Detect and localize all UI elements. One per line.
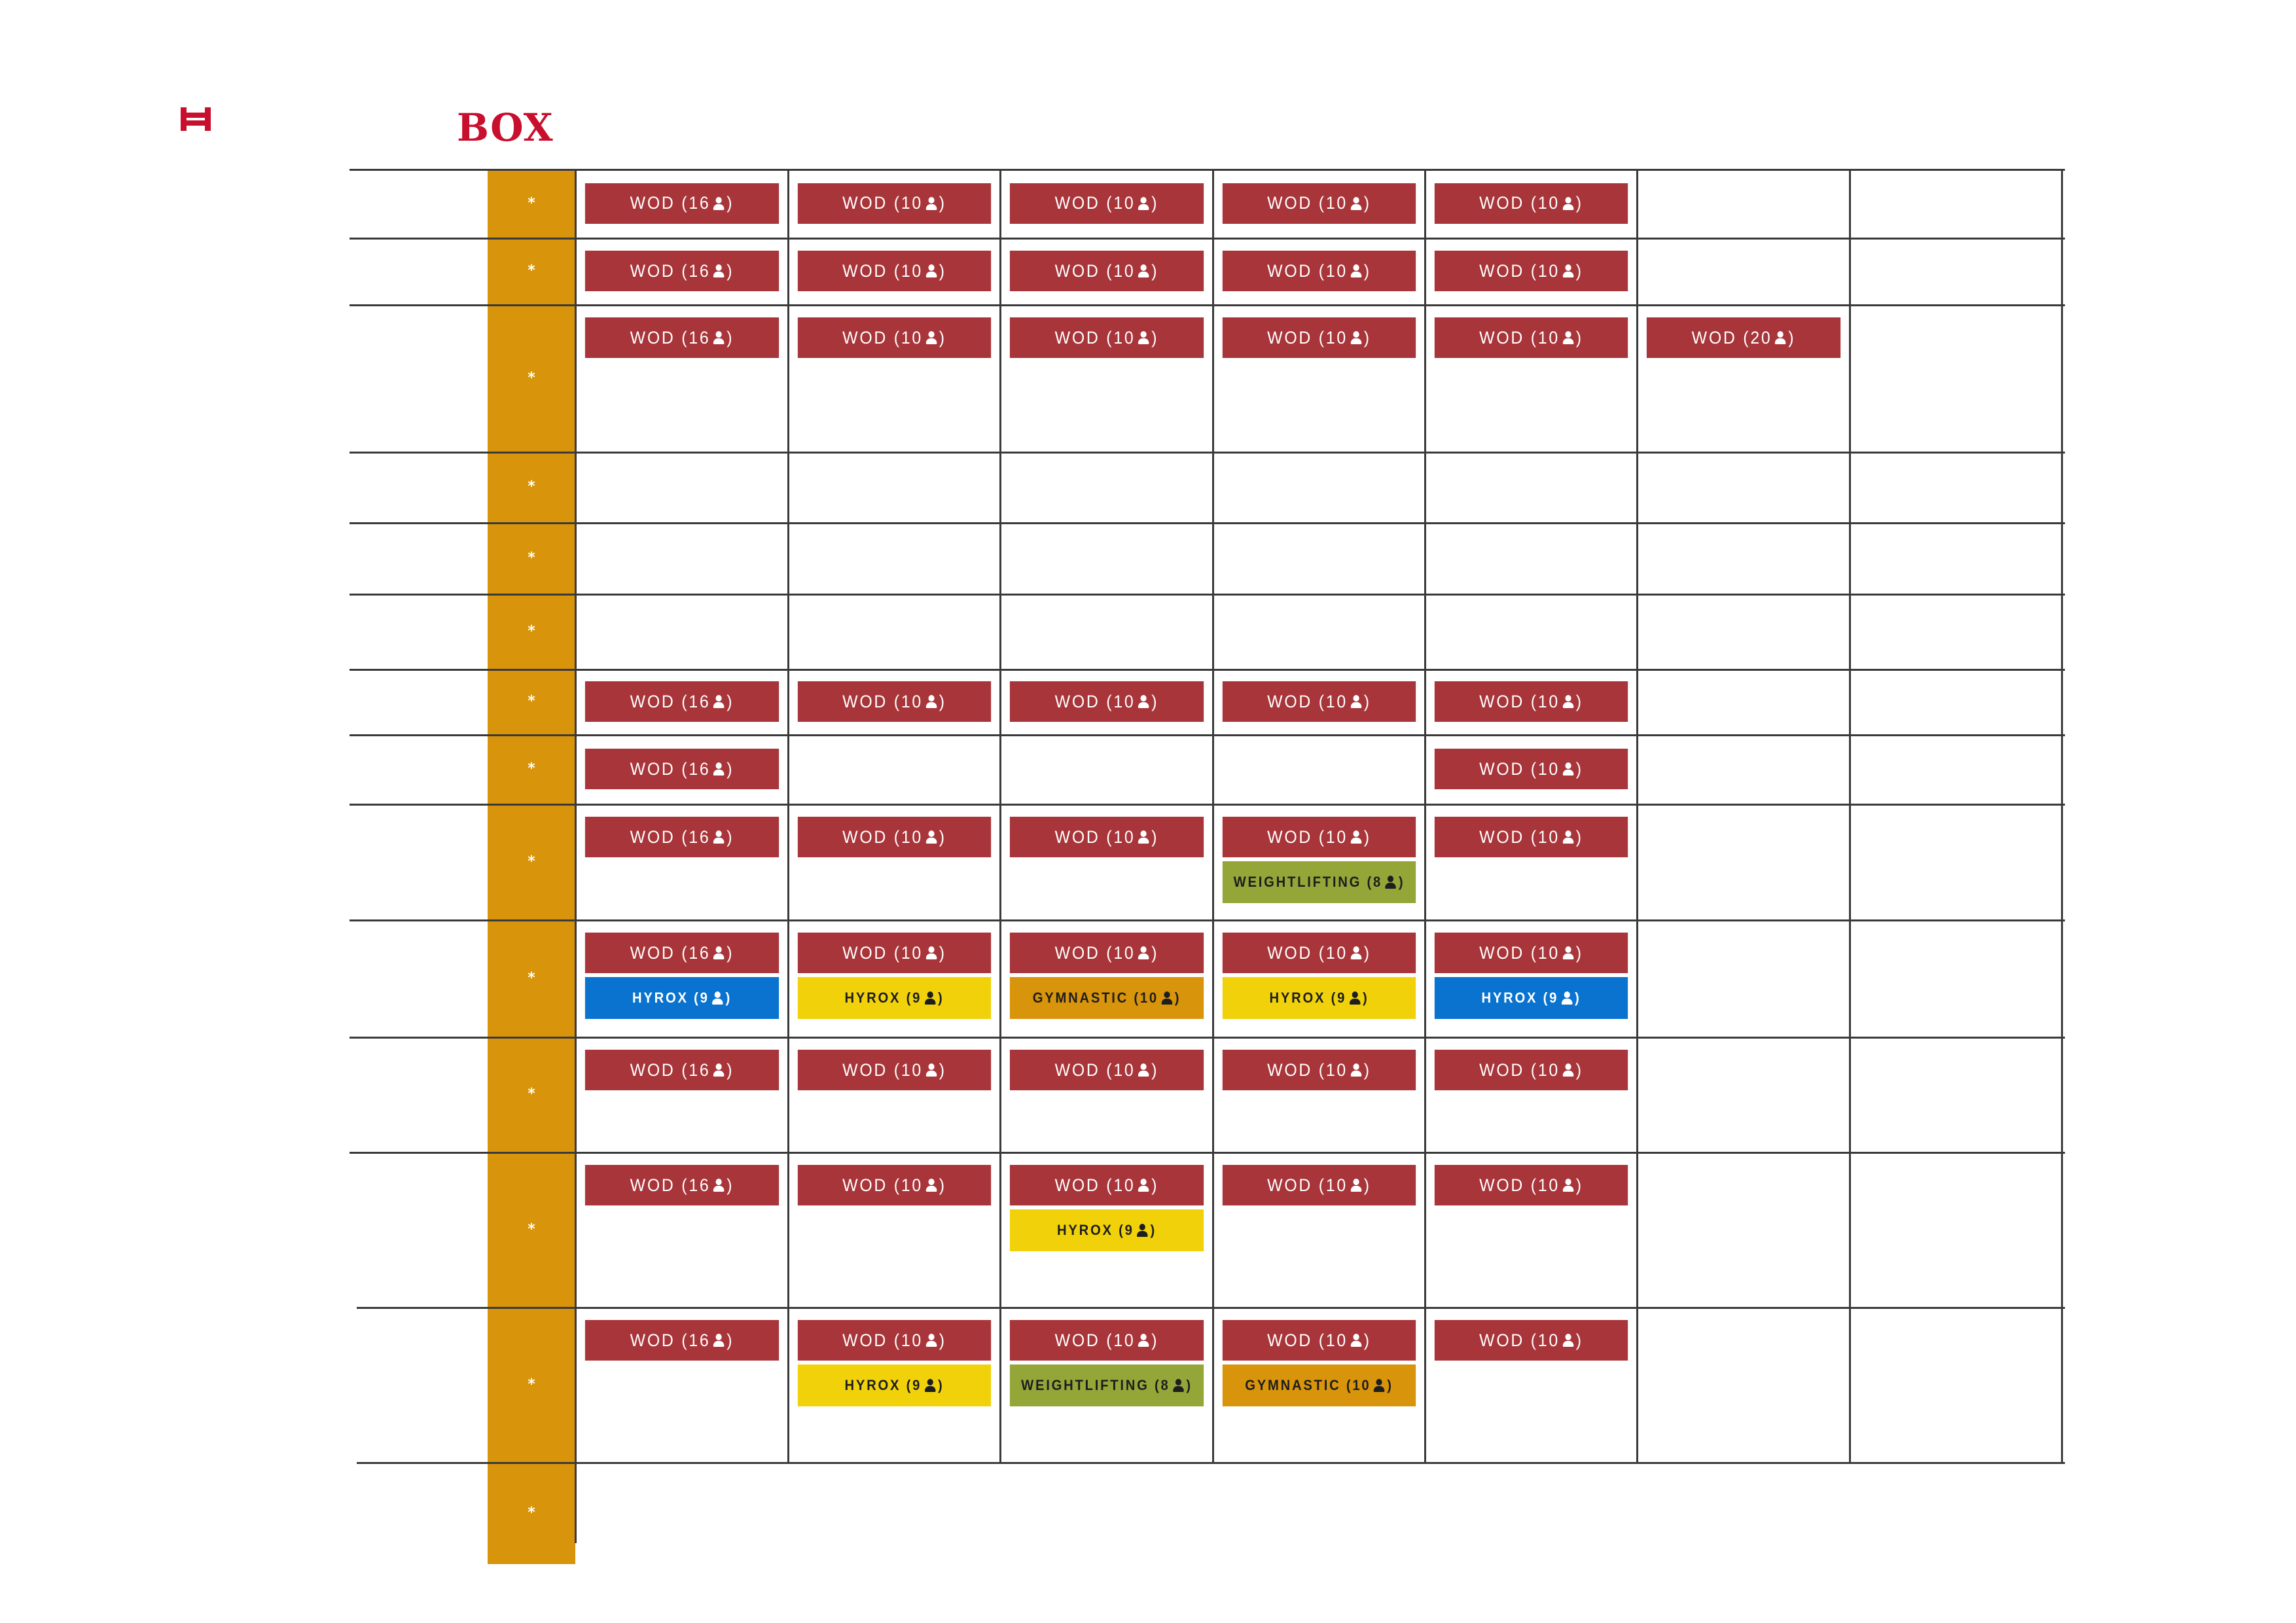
hyrox-class-block[interactable] (1010, 1209, 1204, 1251)
person-icon (1137, 196, 1150, 211)
class-label: WOD (10 (1479, 1175, 1560, 1195)
class-label: WOD (10 (842, 193, 923, 213)
class-label: HYROX (9 (632, 990, 709, 1006)
wod-class-block[interactable] (1010, 1050, 1204, 1090)
class-label: WOD (10 (1267, 193, 1348, 213)
row-marker: * (528, 622, 535, 639)
row-divider (350, 169, 2065, 171)
row-marker: * (528, 1505, 535, 1521)
gymnastic-class-block[interactable] (1010, 977, 1204, 1019)
person-icon (712, 1333, 725, 1347)
class-label-close: ) (1363, 193, 1371, 213)
person-icon (712, 830, 725, 844)
person-icon (1350, 330, 1363, 345)
row-marker: * (528, 693, 535, 709)
class-label-close: ) (1575, 758, 1583, 779)
person-icon (1562, 1178, 1575, 1192)
class-label: WOD (16 (630, 942, 711, 963)
person-icon (1160, 991, 1174, 1005)
class-label-close: ) (1363, 827, 1371, 847)
class-label: WOD (16 (630, 1175, 711, 1195)
hyrox-class-block[interactable] (798, 977, 991, 1019)
person-icon (1562, 830, 1575, 844)
wod-class-block[interactable] (1435, 681, 1628, 722)
row-divider (350, 594, 2065, 596)
row-divider (357, 1307, 2065, 1309)
class-label: WEIGHTLIFTING (8 (1233, 874, 1383, 890)
row-divider (350, 452, 2065, 454)
class-label: WOD (10 (1267, 1175, 1348, 1195)
wod-class-block[interactable] (1010, 251, 1204, 291)
class-label-close: ) (725, 990, 732, 1006)
person-icon (1562, 694, 1575, 709)
person-icon (1137, 330, 1150, 345)
class-label: WOD (16 (630, 1330, 711, 1350)
class-label-close: ) (939, 691, 946, 711)
person-icon (1137, 1178, 1150, 1192)
class-label-close: ) (1363, 260, 1371, 281)
column-divider (1636, 169, 1638, 1462)
person-icon (1136, 1223, 1149, 1238)
class-label: WOD (10 (1267, 1060, 1348, 1080)
wod-class-block[interactable] (585, 1050, 779, 1090)
class-label: WOD (10 (1054, 193, 1136, 213)
person-icon (1137, 1333, 1150, 1347)
person-icon (925, 1333, 938, 1347)
class-label-close: ) (1788, 327, 1796, 348)
person-icon (1137, 694, 1150, 709)
person-icon (1137, 946, 1150, 960)
person-icon (712, 330, 725, 345)
person-icon (1562, 264, 1575, 278)
class-label-close: ) (939, 1175, 946, 1195)
class-label: WOD (10 (842, 1060, 923, 1080)
wod-class-block[interactable] (585, 681, 779, 722)
person-icon (1350, 1333, 1363, 1347)
class-label-close: ) (1363, 327, 1371, 348)
class-label-close: ) (939, 260, 946, 281)
person-icon (924, 991, 937, 1005)
class-label: HYROX (9 (1269, 990, 1347, 1006)
class-label-close: ) (1151, 691, 1159, 711)
weightlifting-class-block[interactable] (1010, 1364, 1204, 1406)
wod-class-block[interactable] (1010, 317, 1204, 358)
wod-class-block[interactable] (1435, 817, 1628, 857)
class-label: WOD (16 (630, 260, 711, 281)
class-label: WOD (20 (1691, 327, 1772, 348)
person-icon (925, 196, 938, 211)
class-label: WOD (10 (1054, 691, 1136, 711)
class-label: HYROX (9 (844, 1377, 922, 1393)
wod-class-block[interactable] (1647, 317, 1840, 358)
row-marker: * (528, 760, 535, 777)
row-divider (350, 669, 2065, 671)
wod-class-block[interactable] (585, 251, 779, 291)
person-icon (1350, 946, 1363, 960)
row-marker: * (528, 194, 535, 211)
class-label-close: ) (939, 193, 946, 213)
person-icon (1350, 830, 1363, 844)
class-label: WOD (10 (1054, 942, 1136, 963)
person-icon (1562, 196, 1575, 211)
wod-class-block[interactable] (1435, 317, 1628, 358)
person-icon (925, 1178, 938, 1192)
row-divider (357, 1462, 2065, 1464)
wod-class-block[interactable] (798, 183, 991, 224)
class-label-close: ) (1363, 691, 1371, 711)
class-label-close: ) (1575, 990, 1581, 1006)
column-divider (1424, 169, 1426, 1462)
wod-class-block[interactable] (585, 817, 779, 857)
row-marker: * (528, 478, 535, 495)
hyrox-class-block[interactable] (585, 977, 779, 1019)
class-label-close: ) (1150, 1222, 1157, 1238)
wod-class-block[interactable] (798, 817, 991, 857)
person-icon (1350, 196, 1363, 211)
wod-class-block[interactable] (1223, 183, 1416, 224)
row-divider (350, 1152, 2065, 1154)
wod-class-block[interactable] (1223, 933, 1416, 973)
column-divider (2061, 169, 2063, 1462)
class-label: WOD (10 (1054, 1175, 1136, 1195)
class-label: GYMNASTIC (10 (1245, 1377, 1371, 1393)
class-label: HYROX (9 (1481, 990, 1559, 1006)
person-icon (1774, 330, 1787, 345)
class-label-close: ) (726, 1330, 734, 1350)
class-label: WOD (10 (1054, 327, 1136, 348)
class-label: WOD (16 (630, 327, 711, 348)
class-label: HYROX (9 (1056, 1222, 1134, 1238)
fist-icon (179, 106, 212, 132)
row-marker: * (528, 969, 535, 986)
row-divider (350, 522, 2065, 524)
person-icon (925, 1063, 938, 1077)
class-label: WOD (10 (842, 1175, 923, 1195)
row-divider (350, 304, 2065, 306)
wod-class-block[interactable] (1223, 681, 1416, 722)
wod-class-block[interactable] (1010, 183, 1204, 224)
class-label-close: ) (938, 1377, 944, 1393)
class-label-close: ) (726, 193, 734, 213)
hyrox-class-block[interactable] (1223, 977, 1416, 1019)
column-divider (999, 169, 1001, 1462)
row-divider (350, 1037, 2065, 1039)
person-icon (1562, 946, 1575, 960)
wod-class-block[interactable] (585, 317, 779, 358)
column-divider (1849, 169, 1851, 1462)
class-label-close: ) (939, 827, 946, 847)
class-label-close: ) (1151, 942, 1159, 963)
class-label-close: ) (1151, 1175, 1159, 1195)
class-label-close: ) (1575, 1330, 1583, 1350)
wod-class-block[interactable] (1223, 817, 1416, 857)
person-icon (712, 264, 725, 278)
wod-class-block[interactable] (585, 1320, 779, 1361)
class-label-close: ) (1151, 260, 1159, 281)
wod-class-block[interactable] (1435, 1320, 1628, 1361)
wod-class-block[interactable] (1223, 1320, 1416, 1361)
class-label-close: ) (1575, 827, 1583, 847)
class-label-close: ) (1575, 260, 1583, 281)
person-icon (1137, 264, 1150, 278)
class-label: WOD (10 (1479, 1060, 1560, 1080)
hyrox-class-block[interactable] (1435, 977, 1628, 1019)
class-label: HYROX (9 (844, 990, 922, 1006)
class-label-close: ) (726, 758, 734, 779)
class-label: WOD (16 (630, 758, 711, 779)
class-label: WOD (10 (1479, 193, 1560, 213)
wod-class-block[interactable] (798, 1320, 991, 1361)
person-icon (1137, 1063, 1150, 1077)
class-label-close: ) (1387, 1377, 1393, 1393)
class-label: WOD (10 (842, 942, 923, 963)
page-title: BOX (457, 105, 554, 150)
class-label-close: ) (1575, 327, 1583, 348)
class-label-close: ) (1363, 942, 1371, 963)
class-label: WOD (16 (630, 193, 711, 213)
class-label: WOD (16 (630, 827, 711, 847)
wod-class-block[interactable] (1223, 251, 1416, 291)
class-label-close: ) (939, 327, 946, 348)
wod-class-block[interactable] (1435, 1165, 1628, 1205)
weightlifting-class-block[interactable] (1223, 861, 1416, 903)
class-label: WOD (10 (1267, 260, 1348, 281)
person-icon (711, 991, 724, 1005)
class-label-close: ) (1363, 1175, 1371, 1195)
wod-class-block[interactable] (1223, 317, 1416, 358)
class-label-close: ) (1186, 1377, 1193, 1393)
class-label-close: ) (726, 1060, 734, 1080)
class-label: WOD (10 (1479, 691, 1560, 711)
class-label-close: ) (1151, 1330, 1159, 1350)
wod-class-block[interactable] (1010, 681, 1204, 722)
class-label: WOD (10 (1267, 942, 1348, 963)
class-label-close: ) (939, 942, 946, 963)
class-label: WOD (10 (842, 327, 923, 348)
person-icon (712, 196, 725, 211)
row-marker: * (528, 1376, 535, 1393)
class-label: WOD (10 (842, 260, 923, 281)
person-icon (925, 264, 938, 278)
class-label: WOD (10 (1267, 691, 1348, 711)
wod-class-block[interactable] (1223, 1050, 1416, 1090)
hyrox-class-block[interactable] (798, 1364, 991, 1406)
wod-class-block[interactable] (1010, 1165, 1204, 1205)
wod-class-block[interactable] (798, 1165, 991, 1205)
row-divider (350, 238, 2065, 240)
gymnastic-class-block[interactable] (1223, 1364, 1416, 1406)
wod-class-block[interactable] (798, 681, 991, 722)
column-divider (787, 169, 789, 1462)
wod-class-block[interactable] (1223, 1165, 1416, 1205)
person-icon (1137, 830, 1150, 844)
class-label: WOD (10 (842, 691, 923, 711)
wod-class-block[interactable] (585, 749, 779, 789)
person-icon (1562, 330, 1575, 345)
person-icon (1172, 1378, 1185, 1393)
class-label-close: ) (1575, 691, 1583, 711)
class-label: WOD (10 (1479, 260, 1560, 281)
class-label-close: ) (938, 990, 944, 1006)
class-label-close: ) (1174, 990, 1181, 1006)
class-label-close: ) (726, 260, 734, 281)
class-label-close: ) (1575, 193, 1583, 213)
class-label: WOD (10 (1479, 327, 1560, 348)
wod-class-block[interactable] (1435, 251, 1628, 291)
class-label: WEIGHTLIFTING (8 (1021, 1377, 1170, 1393)
person-icon (1350, 1063, 1363, 1077)
wod-class-block[interactable] (585, 183, 779, 224)
person-icon (712, 762, 725, 776)
class-label-close: ) (1363, 1330, 1371, 1350)
wod-class-block[interactable] (798, 251, 991, 291)
class-label-close: ) (726, 327, 734, 348)
person-icon (1384, 875, 1397, 889)
class-label-close: ) (1363, 1060, 1371, 1080)
row-divider (350, 919, 2065, 921)
row-divider (350, 804, 2065, 806)
class-label-close: ) (726, 1175, 734, 1195)
class-label-close: ) (1575, 1060, 1583, 1080)
person-icon (1560, 991, 1573, 1005)
class-label: WOD (10 (842, 1330, 923, 1350)
class-label: WOD (10 (842, 827, 923, 847)
person-icon (1350, 694, 1363, 709)
class-label-close: ) (1575, 942, 1583, 963)
person-icon (712, 1063, 725, 1077)
wod-class-block[interactable] (1010, 817, 1204, 857)
class-label-close: ) (1151, 193, 1159, 213)
person-icon (925, 946, 938, 960)
wod-class-block[interactable] (1435, 749, 1628, 789)
class-label: WOD (10 (1054, 1060, 1136, 1080)
person-icon (1562, 1063, 1575, 1077)
column-divider (1212, 169, 1214, 1462)
person-icon (1562, 762, 1575, 776)
row-marker: * (528, 1221, 535, 1238)
person-icon (925, 830, 938, 844)
class-label: WOD (10 (1479, 758, 1560, 779)
wod-class-block[interactable] (1010, 933, 1204, 973)
person-icon (712, 1178, 725, 1192)
class-label-close: ) (726, 827, 734, 847)
class-label: WOD (10 (1267, 827, 1348, 847)
wod-class-block[interactable] (1435, 933, 1628, 973)
wod-class-block[interactable] (585, 933, 779, 973)
class-label-close: ) (726, 942, 734, 963)
class-label-close: ) (1151, 827, 1159, 847)
class-label-close: ) (1575, 1175, 1583, 1195)
person-icon (924, 1378, 937, 1393)
class-label-close: ) (939, 1060, 946, 1080)
wod-class-block[interactable] (585, 1165, 779, 1205)
person-icon (1348, 991, 1361, 1005)
wod-class-block[interactable] (798, 933, 991, 973)
class-label-close: ) (1151, 1060, 1159, 1080)
class-label: WOD (10 (1479, 1330, 1560, 1350)
person-icon (925, 694, 938, 709)
wod-class-block[interactable] (798, 1050, 991, 1090)
person-icon (1350, 264, 1363, 278)
person-icon (1350, 1178, 1363, 1192)
wod-class-block[interactable] (1435, 183, 1628, 224)
class-label: WOD (10 (1054, 827, 1136, 847)
class-label: WOD (10 (1267, 1330, 1348, 1350)
row-divider (350, 734, 2065, 736)
person-icon (712, 694, 725, 709)
wod-class-block[interactable] (798, 317, 991, 358)
class-label-close: ) (939, 1330, 946, 1350)
row-marker: * (528, 369, 535, 386)
wod-class-block[interactable] (1010, 1320, 1204, 1361)
row-marker: * (528, 1086, 535, 1102)
class-label: WOD (10 (1479, 942, 1560, 963)
class-label: WOD (10 (1054, 260, 1136, 281)
class-label-close: ) (1398, 874, 1405, 890)
class-label-close: ) (1363, 990, 1369, 1006)
class-label-close: ) (726, 691, 734, 711)
class-label: WOD (16 (630, 1060, 711, 1080)
class-label: WOD (10 (1479, 827, 1560, 847)
row-marker: * (528, 853, 535, 870)
wod-class-block[interactable] (1435, 1050, 1628, 1090)
class-label: GYMNASTIC (10 (1032, 990, 1158, 1006)
class-label: WOD (10 (1054, 1330, 1136, 1350)
person-icon (712, 946, 725, 960)
class-label: WOD (10 (1267, 327, 1348, 348)
person-icon (1372, 1378, 1386, 1393)
class-label-close: ) (1151, 327, 1159, 348)
person-icon (1562, 1333, 1575, 1347)
row-marker: * (528, 549, 535, 566)
person-icon (925, 330, 938, 345)
row-marker: * (528, 262, 535, 279)
class-label: WOD (16 (630, 691, 711, 711)
